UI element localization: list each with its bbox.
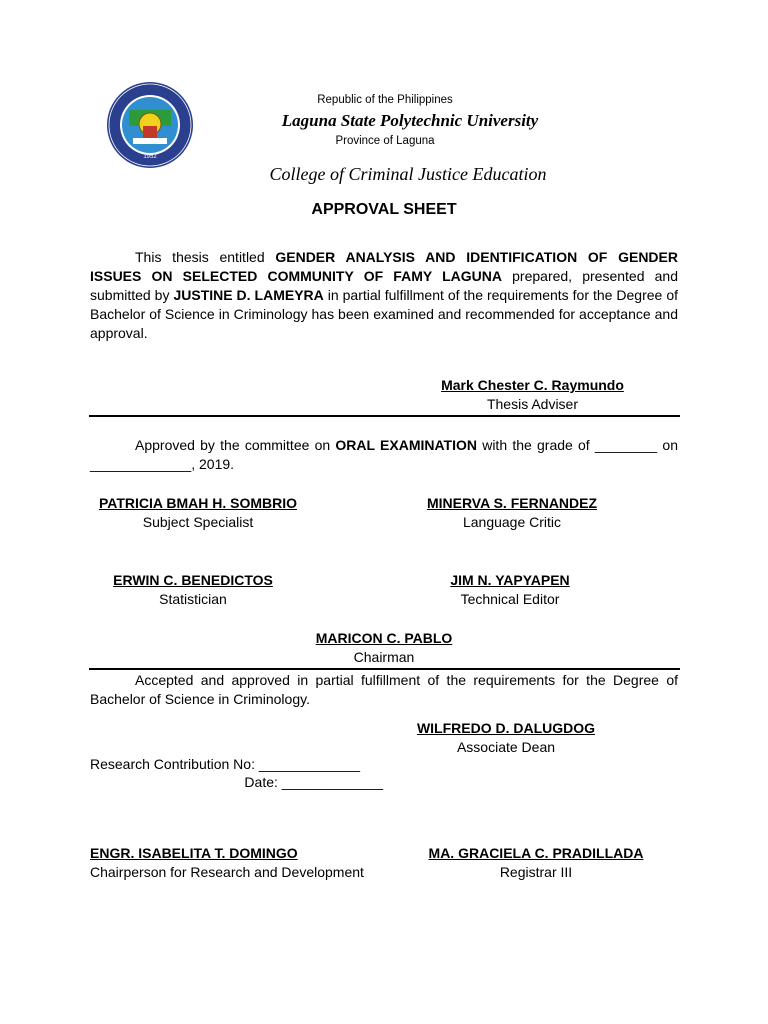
signatory-name: MINERVA S. FERNANDEZ bbox=[426, 495, 598, 511]
committee-text-end: with the grade of ________ on _____________, 2019. bbox=[90, 437, 678, 472]
signatory-role: Language Critic bbox=[462, 514, 562, 530]
signatory-role: Subject Specialist bbox=[142, 514, 254, 530]
university-name: Laguna State Polytechnic University bbox=[281, 111, 539, 130]
signatory-chairman bbox=[274, 629, 494, 667]
adviser-block bbox=[410, 376, 655, 414]
signatory-technical-editor bbox=[400, 571, 620, 609]
college-name: College of Criminal Justice Education bbox=[269, 164, 547, 184]
signatory-name: ENGR. ISABELITA T. DOMINGO bbox=[90, 845, 298, 861]
signatory-research-chairperson bbox=[90, 844, 400, 882]
adviser-role: Thesis Adviser bbox=[486, 396, 579, 412]
committee-text-start: Approved by the committee on bbox=[135, 437, 336, 453]
chairman-name: MARICON C. PABLO bbox=[315, 630, 453, 646]
republic-line: Republic of the Philippines bbox=[317, 94, 453, 106]
dean-name: WILFREDO D. DALUGDOG bbox=[416, 720, 596, 736]
research-date-line: Date: _____________ bbox=[244, 774, 383, 790]
committee-paragraph bbox=[90, 436, 678, 474]
oral-exam-label: ORAL EXAMINATION bbox=[335, 437, 477, 453]
signatory-role: Chairperson for Research and Development bbox=[90, 864, 364, 880]
province-line: Province of Laguna bbox=[335, 135, 435, 147]
divider-2 bbox=[89, 668, 680, 670]
intro-text-mid: prepared, presented and submitted by bbox=[90, 268, 678, 303]
acceptance-paragraph: Accepted and approved in partial fulfillment of the requirements for the Degree of Bachelor of Science in Criminology. bbox=[90, 672, 678, 707]
university-seal-logo bbox=[105, 80, 195, 170]
divider-1 bbox=[89, 415, 680, 417]
thesis-author: JUSTINE D. LAMEYRA bbox=[173, 287, 324, 303]
research-contribution-line: Research Contribution No: _____________ bbox=[90, 756, 361, 772]
signatory-registrar bbox=[405, 844, 667, 882]
seal-year-text: 1952 bbox=[143, 154, 157, 160]
intro-text-end: in partial fulfillment of the requirements for the Degree of Bachelor of Science in Criminology has been examined and recommended for acceptance and approval. bbox=[90, 287, 678, 341]
page-title: APPROVAL SHEET bbox=[311, 201, 457, 218]
signatory-role: Statistician bbox=[159, 591, 227, 607]
intro-paragraph bbox=[90, 248, 678, 343]
adviser-name: Mark Chester C. Raymundo bbox=[441, 377, 624, 393]
signatory-language-critic bbox=[402, 494, 622, 532]
signatory-name: JIM N. YAPYAPEN bbox=[450, 572, 570, 588]
chairman-role: Chairman bbox=[353, 649, 415, 665]
signatory-name: ERWIN C. BENEDICTOS bbox=[113, 572, 273, 588]
signatory-statistician bbox=[83, 571, 303, 609]
signatory-associate-dean bbox=[396, 719, 616, 757]
dean-role: Associate Dean bbox=[456, 739, 556, 755]
intro-text-start: This thesis entitled bbox=[135, 249, 276, 265]
signatory-role: Technical Editor bbox=[460, 591, 560, 607]
signatory-role: Registrar III bbox=[499, 864, 573, 880]
signatory-name: PATRICIA BMAH H. SOMBRIO bbox=[98, 495, 298, 511]
thesis-title: GENDER ANALYSIS AND IDENTIFICATION OF GENDER ISSUES ON SELECTED COMMUNITY OF FAMY LAGUNA bbox=[90, 249, 678, 284]
signatory-subject-specialist bbox=[88, 494, 308, 532]
signatory-name: MA. GRACIELA C. PRADILLADA bbox=[428, 845, 644, 861]
